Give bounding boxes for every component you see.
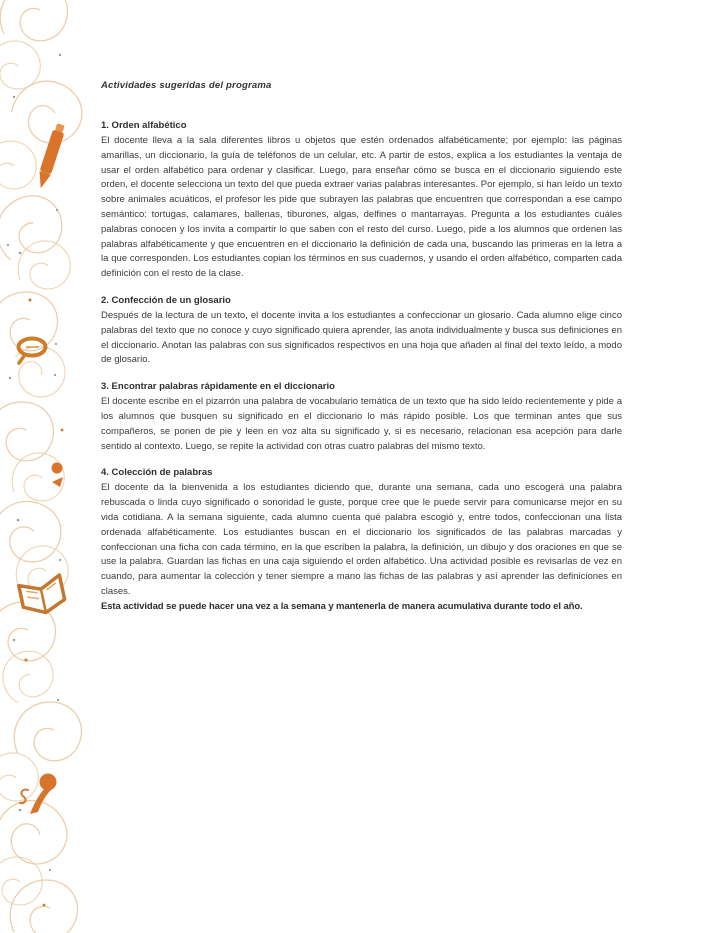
section-body: El docente da la bienvenida a los estudiantes diciendo que, durante una semana, cada uno escogerá una palabra rebuscada o linda cuyo significado o sonoridad le guste, porque cree que le puede servir para comunicarse mejor en su vida cotidiana. A la semana siguiente, cada alumno cuenta qué palabra escogió y, entre todos, confeccionan una lista ordenada alfabéticamente. Los estudiantes buscan en el diccionario los significados de las palabras marcadas y confeccionan una ficha con cada término, en la que escriben la palabra, la definición, un dibujo y dos oraciones en que se use la palabra. Guardan las fichas en una caja siguiendo el orden alfabético. Una actividad posible es revisarlas de vez en cuando, para aumentar la colección y tener siempre a mano las fichas de las palabras y así aprender las definiciones en clases. — [101, 482, 622, 597]
section-heading: 2. Confección de un glosario — [101, 294, 231, 306]
decorative-border — [0, 0, 94, 933]
book-icon — [18, 575, 66, 617]
section-orden-alfabetico — [101, 107, 622, 282]
section-heading: 3. Encontrar palabras rápidamente en el diccionario — [101, 381, 335, 393]
section-note: Esta actividad se puede hacer una vez a la semana y mantenerla de manera acumulativa durante todo el año. — [101, 600, 583, 612]
section-heading: 1. Orden alfabético — [101, 120, 187, 131]
page-title: Actividades sugeridas del programa — [101, 80, 272, 91]
document-content — [101, 80, 622, 615]
section-body: Después de la lectura de un texto, el docente invita a los estudiantes a confeccionar un glosario. Cada alumno elige cinco palabras del texto que no conoce y cuyo significado quiera aprender, las anota individualmente y busca sus definiciones en el diccionario. Anotan las palabras con sus significados respectivos en una hoja que añaden al final del texto leído, a modo de glosario. — [101, 309, 622, 366]
wedge-accent — [52, 477, 63, 487]
dot-accent — [52, 463, 63, 474]
pencil-icon — [35, 123, 67, 190]
section-glosario — [101, 282, 622, 368]
section-body: El docente lleva a la sala diferentes libros u objetos que estén ordenados alfabéticamente; por ejemplo: las páginas amarillas, un diccionario, la guía de teléfonos de un celular, etc. A partir de estos, explica a los estudiantes la ventaja de usar el orden alfabético para ordenar y clasificar. Luego, para enseñar cómo se busca en el diccionario siguiendo este orden, el docente selecciona un texto del que pueda extraer varias palabras interesantes. Por ejemplo, si han leído un texto sobre animales acuáticos, el profesor les pide que subrayen las palabras que encuentren que correspondan a ese campo semántico: tortugas, calamares, ballenas, tiburones, algas, delfines o mantarrayas. Pregunta a los estudiantes cuáles palabras conocen y los invita a compartir lo que saben con el resto del curso. Luego, pide a los alumnos que ordenen las palabras alfabéticamente y que encuentren en el diccionario la definición de cada una, buscando las primeras en la letra a la que corresponden. Los estudiantes copian los términos en sus cuadernos, y usando el orden alfabético, comparten cada definición con el resto de la clase. — [101, 135, 622, 280]
section-coleccion-palabras — [101, 454, 622, 614]
section-body: El docente escribe en el pizarrón una palabra de vocabulario temática de un texto que ha sido leído recientemente y pide a los alumnos que busquen su significado en el diccionario lo más rápido posible. Los que terminan antes que sus compañeros, se ponen de pie y leen en voz alta su significado y, si es necesario, relacionan esa acepción para darle sentido al contexto. Luego, se repite la actividad con otras cuatro palabras del mismo texto. — [101, 396, 622, 452]
section-heading: 4. Colección de palabras — [101, 467, 213, 479]
section-encontrar-palabras — [101, 368, 622, 454]
